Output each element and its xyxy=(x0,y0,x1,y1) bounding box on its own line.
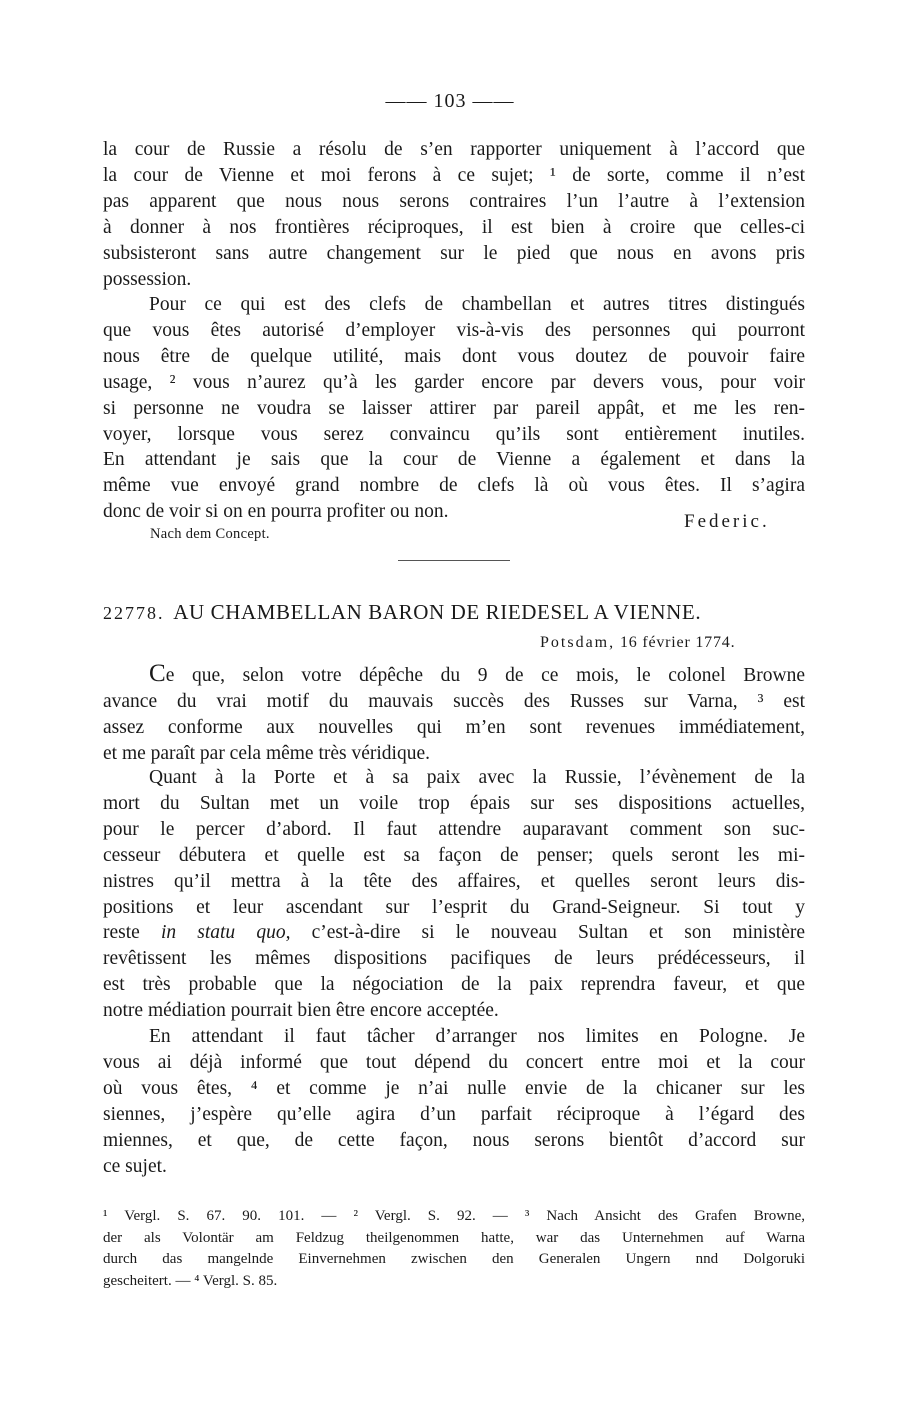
italic-phrase: in statu quo, xyxy=(160,922,291,944)
initial-letter: C xyxy=(149,660,166,687)
dateline-date: 16 février 1774. xyxy=(619,634,736,651)
dateline-place: Potsdam, xyxy=(540,634,616,651)
letter-paragraph-2 xyxy=(103,765,805,1024)
text-line: siennes, j’espère qu’elle agira d’un parfait réciproque à l’égard des xyxy=(103,1103,805,1125)
text-line: donc de voir si on en pourra profiter ou non. xyxy=(103,501,449,523)
text-line xyxy=(103,920,805,946)
text-line: usage, ² vous n’aurez qu’à les garder encore par devers vous, pour voir xyxy=(103,371,805,393)
letter-number: 22778. xyxy=(103,603,165,623)
text-line: miennes, et que, de cette façon, nous serons bientôt d’accord sur xyxy=(103,1129,805,1151)
text-span: c’est-à-dire si le nouveau Sultan et son ministère xyxy=(311,922,806,944)
section-divider xyxy=(398,560,510,561)
text-line: à donner à nos frontières réciproques, il est bien à croire que celles-ci xyxy=(103,216,805,238)
text-line: la cour de Russie a résolu de s’en rapporter uniquement à l’accord que xyxy=(103,139,805,160)
previous-letter-paragraph-1 xyxy=(103,137,805,292)
text-line: mort du Sultan met un voile trop épais sur ses dispositions actuelles, xyxy=(103,792,805,814)
page-number-value: 103 xyxy=(433,90,467,112)
letter-paragraph-1 xyxy=(103,661,805,767)
text-line: vous ai déjà informé que tout dépend du concert entre moi et la cour xyxy=(103,1051,805,1073)
footnote-line: der als Volontär am Feldzug theilgenommen hatte, war das Unternehmen auf Warna xyxy=(103,1229,805,1246)
footnote-line: gescheitert. — ⁴ Vergl. S. 85. xyxy=(103,1272,278,1289)
text-line: nous être de quelque utilité, mais dont vous doutez de pouvoir faire xyxy=(103,345,805,367)
letter-heading xyxy=(103,600,803,625)
text-line: subsisteront sans autre changement sur le pied que nous en avons pris xyxy=(103,242,805,264)
text-line: que vous êtes autorisé d’employer vis-à-vis des personnes qui pourront xyxy=(103,319,805,341)
dateline xyxy=(540,634,735,652)
footnote-line: ¹ Vergl. S. 67. 90. 101. — ² Vergl. S. 92. — ³ Nach Ansicht des Grafen Browne, xyxy=(103,1208,805,1224)
source-note: Nach dem Concept. xyxy=(150,526,270,542)
text-line: voyer, lorsque vous serez convaincu qu’ils sont entièrement inutiles. xyxy=(103,423,805,445)
text-line: même vue envoyé grand nombre de clefs là où vous êtes. Il s’agira xyxy=(103,475,805,497)
text-line: En attendant je sais que la cour de Vienne a également et dans la xyxy=(103,449,805,471)
text-line: où vous êtes, ⁴ et comme je n’ai nulle envie de la chicaner sur les xyxy=(103,1077,805,1099)
text-span: e que, selon votre dépêche du 9 de ce mois, le colonel Browne xyxy=(165,665,805,686)
text-line: Pour ce qui est des clefs de chambellan et autres titres distingués xyxy=(149,294,805,315)
text-span: reste xyxy=(103,922,140,944)
text-line: pour le percer d’abord. Il faut attendre auparavant comment son suc- xyxy=(103,818,805,840)
text-line: est très probable que la négociation de la paix reprendra faveur, et que xyxy=(103,974,805,996)
page-number: —— 103 —— xyxy=(385,90,515,112)
text-line: assez conforme aux nouvelles qui m’en sont revenues immédiatement, xyxy=(103,716,805,738)
text-line: positions et leur ascendant sur l’esprit du Grand-Seigneur. Si tout y xyxy=(103,896,805,918)
footnote-line: durch das mangelnde Einvernehmen zwischen den Generalen Ungern nnd Dolgoruki xyxy=(103,1251,805,1267)
text-line: si personne ne voudra se laisser attirer par pareil appât, et me les ren- xyxy=(103,397,805,419)
text-line: cesseur débutera et quelle est sa façon de penser; quels seront les mi- xyxy=(103,844,805,866)
text-line: notre médiation pourrait bien être encore acceptée. xyxy=(103,1000,499,1022)
text-line: ce sujet. xyxy=(103,1155,167,1177)
text-line: pas apparent que nous nous serons contraires l’un l’autre à l’extension xyxy=(103,190,805,212)
text-line xyxy=(103,661,805,689)
signature: Federic. xyxy=(684,511,770,532)
text-line: nistres qu’il mettra à la tête des affaires, et quelles seront leurs dis- xyxy=(103,870,805,892)
letter-paragraph-3 xyxy=(103,1024,805,1179)
letter-title: AU CHAMBELLAN BARON DE RIEDESEL A VIENNE. xyxy=(173,600,702,624)
text-line: Quant à la Porte et à sa paix avec la Russie, l’évènement de la xyxy=(149,767,805,788)
text-line: la cour de Vienne et moi ferons à ce sujet; ¹ de sorte, comme il n’est xyxy=(103,164,805,186)
previous-letter-paragraph-2 xyxy=(103,292,805,525)
text-line: avance du vrai motif du mauvais succès des Russes sur Varna, ³ est xyxy=(103,690,805,712)
text-line: possession. xyxy=(103,268,192,290)
text-line: et me paraît par cela même très véridique. xyxy=(103,742,431,764)
text-line: revêtissent les mêmes dispositions pacifiques de leurs prédécesseurs, il xyxy=(103,948,805,970)
text-line: En attendant il faut tâcher d’arranger nos limites en Pologne. Je xyxy=(149,1026,805,1047)
footnotes xyxy=(103,1206,805,1292)
